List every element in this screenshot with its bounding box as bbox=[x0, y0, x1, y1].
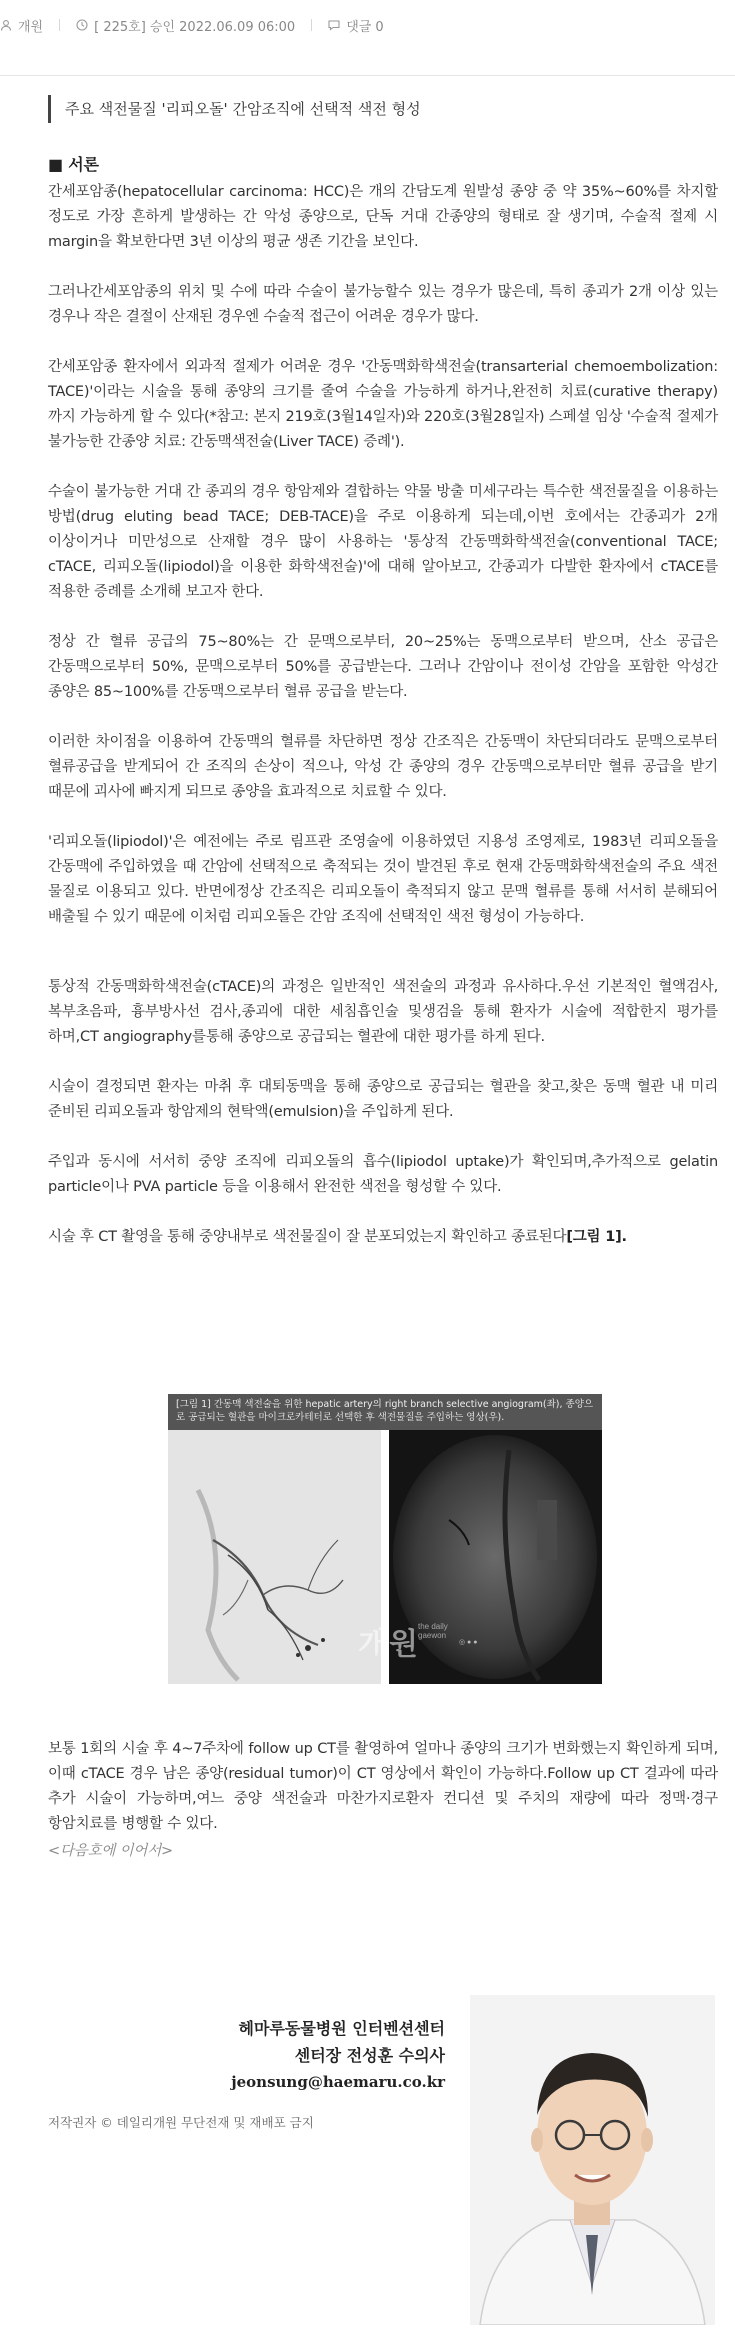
issue-meta bbox=[76, 16, 295, 35]
figure-reference: [그림 1]. bbox=[566, 1229, 627, 1245]
copyright-notice: 저작권자 © 데일리개원 무단전재 및 재배포 금지 bbox=[48, 2115, 314, 2130]
author-meta bbox=[0, 16, 43, 35]
article-continuation bbox=[48, 1737, 718, 1864]
meta-divider bbox=[311, 19, 312, 31]
article-paragraph: 통상적 간동맥화학색전술(cTACE)의 과정은 일반적인 색전술의 과정과 유사하다.우선 기본적인 혈액검사, 복부초음파, 흉부방사선 검사,종괴에 대한 세침흡인술 및생검을 통해 환자가 시술에 적합한지 평가를 하며,CT angiography를통해 종양으로 공급되는 혈관에 대한 평가를 하게 된다. bbox=[48, 979, 718, 1045]
comments-meta[interactable] bbox=[328, 16, 384, 35]
article-paragraph: '리피오돌(lipiodol)'은 예전에는 주로 림프관 조영술에 이용하였던 지용성 조영제로, 1983년 리피오돌을 간동맥에 주입하였을 때 간암에 선택적으로 축적되는 것이 발견된 후로 현재 간동맥화학색전술의 주요 색전 물질로 이용되고 있다. 반면에정상 간조직은 리피오돌이 축적되지 않고 문맥 혈류를 통해 서서히 분해되어 배출될 수 있기 때문에 이처럼 리피오돌은 간암 조직에 선택적인 색전 형성이 가능하다. bbox=[48, 834, 718, 925]
author-name[interactable]: 개원 bbox=[18, 19, 44, 35]
author-portrait-svg bbox=[470, 1995, 715, 2325]
article-subtitle: 주요 색전물질 '리피오돌' 간암조직에 선택적 색전 형성 bbox=[48, 95, 708, 123]
article-paragraph: 그러나간세포암종의 위치 및 수에 따라 수술이 불가능할수 있는 경우가 많은데, 특히 종괴가 2개 이상 있는 경우나 작은 결절이 산재된 경우엔 수술적 접근이 어려운 경우가 많다. bbox=[48, 284, 718, 325]
angiogram-left-svg bbox=[168, 1430, 381, 1684]
angiogram-right-svg bbox=[389, 1430, 602, 1684]
closing-paragraph bbox=[48, 1225, 718, 1250]
section-heading: ■ 서론 bbox=[48, 155, 99, 174]
figure-watermark-sub: the daily gaewon bbox=[418, 1622, 448, 1640]
article-meta bbox=[0, 0, 735, 50]
article-paragraph: 보통 1회의 시술 후 4~7주차에 follow up CT를 촬영하여 얼마나 종양의 크기가 변화했는지 확인하게 되며,이때 cTACE 경우 남은 종양(residual tumor)이 CT 영상에서 확인이 가능하다.Follow up CT 결과에 따라 추가 시술이 가능하며,여느 중양 색전술과 마찬가지로환자 컨디션 및 주치의 재량에 따라 정맥·경구 항암치료를 병행할 수 있다. bbox=[48, 1741, 718, 1832]
closing-text: 시술 후 CT 촬영을 통해 중양내부로 색전물질이 잘 분포되었는지 확인하고 종료된다 bbox=[48, 1229, 567, 1245]
article-paragraph: 이러한 차이점을 이용하여 간동맥의 혈류를 차단하면 정상 간조직은 간동맥이 차단되더라도 문맥으로부터 혈류공급을 받게되어 간 조직의 손상이 적으나, 악성 간 종양의 경우 간동맥으로부터만 혈류 공급을 받기 때문에 괴사에 빠지게 되므로 종양을 효과적으로 치료할 수 있다. bbox=[48, 734, 718, 800]
angiogram-left-image bbox=[168, 1430, 381, 1684]
meta-divider bbox=[59, 19, 60, 31]
comment-count[interactable]: 댓글 0 bbox=[346, 19, 384, 35]
article-paragraph: 시술이 결정되면 환자는 마취 후 대퇴동맥을 통해 종양으로 공급되는 혈관을 찾고,찾은 동맥 혈관 내 미리 준비된 리피오돌과 항암제의 현탁액(emulsion)을 주입하게 된다. bbox=[48, 1079, 718, 1120]
article-body bbox=[48, 152, 718, 1275]
article-paragraph: 주입과 동시에 서서히 중양 조직에 리피오돌의 흡수(lipiodol uptake)가 확인되며,추가적으로 gelatin particle이나 PVA particle 등을 이용해서 완전한 색전을 형성할 수 있다. bbox=[48, 1154, 718, 1195]
author-photo bbox=[470, 1995, 715, 2325]
figure-caption: [그림 1] 간동맥 색전술을 위한 hepatic artery의 right branch selective angiogram(좌), 종양으로 공급되는 혈관을 마이크로카테터로 선택한 후 색전물질을 주입하는 영상(우). bbox=[168, 1394, 602, 1430]
figure-1 bbox=[168, 1394, 602, 1684]
person-icon bbox=[0, 19, 12, 31]
article-paragraph: 정상 간 혈류 공급의 75~80%는 간 문맥으로부터, 20~25%는 동맥으로부터 받으며, 산소 공급은 간동맥으로부터 50%, 문맥으로부터 50%를 공급받는다. 그러나 간암이나 전이성 간암을 포함한 악성간 종양은 85~100%를 간동맥으로부터 혈류 공급을 받는다. bbox=[48, 634, 718, 700]
author-email[interactable]: jeonsung@haemaru.co.kr bbox=[231, 2073, 445, 2091]
angiogram-right-image bbox=[389, 1430, 602, 1684]
article-paragraph: 간세포암종 환자에서 외과적 절제가 어려운 경우 '간동맥화학색전술(transarterial chemoembolization: TACE)'이라는 시술을 통해 종양의 크기를 줄여 수술을 가능하게 하거나,완전히 치료(curative therapy)까지 가능하게 할 수 있다(*참고: 본지 219호(3월14일자)와 220호(3월28일자) 스페셜 임상 '수술적 절제가 불가능한 간종양 치료: 간동맥색전술(Liver TACE) 증례'). bbox=[48, 359, 718, 450]
header-divider bbox=[0, 75, 735, 76]
clock-icon bbox=[76, 19, 88, 31]
xray-label: ◎ ● ● bbox=[459, 1639, 478, 1646]
author-role: 센터장 전성훈 수의사 bbox=[294, 2046, 445, 2065]
figure-watermark: 개원 bbox=[358, 1628, 420, 1661]
article-paragraph: 간세포암종(hepatocellular carcinoma: HCC)은 개의 간담도계 원발성 종양 중 약 35%~60%를 차지할 정도로 가장 흔하게 발생하는 간 악성 종양으로, 단독 거대 간종양의 형태로 잘 생기며, 수술적 절제 시 margin을 확보한다면 3년 이상의 평균 생존 기간을 보인다. bbox=[48, 184, 718, 250]
issue-info: [ 225호] 승인 2022.06.09 06:00 bbox=[94, 19, 296, 35]
author-hospital: 헤마루동물병원 인터벤션센터 bbox=[238, 2019, 445, 2038]
comment-icon bbox=[328, 19, 340, 31]
author-box bbox=[0, 1985, 735, 2334]
continued-note: <다음호에 이어서> bbox=[48, 1843, 173, 1859]
article-paragraph: 수술이 불가능한 거대 간 종괴의 경우 항암제와 결합하는 약물 방출 미세구라는 특수한 색전물질을 이용하는 방법(drug eluting bead TACE; DEB-TACE)을 주로 이용하게 되는데,이번 호에서는 간종괴가 2개 이상이거나 미만성으로 산재할 경우 많이 사용하는 '통상적 간동맥화학색전술(conventional TACE; cTACE, 리피오돌(lipiodol)을 이용한 화학색전술)'에 대해 알아보고, 간종괴가 다발한 환자에서 cTACE를 적용한 증례를 소개해 보고자 한다. bbox=[48, 484, 718, 600]
